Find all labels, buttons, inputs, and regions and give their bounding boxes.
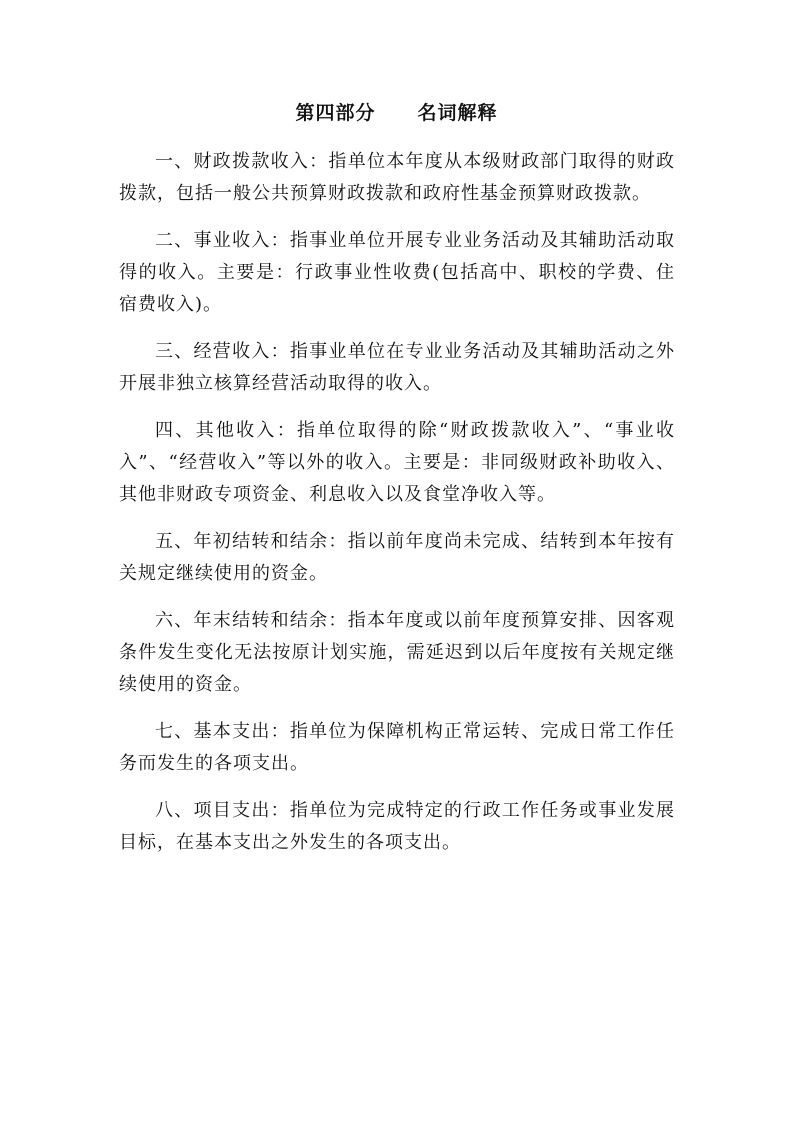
title-part: 第四部分 [295, 102, 376, 124]
definition-paragraph: 一、财政拨款收入：指单位本年度从本级财政部门取得的财政拨款，包括一般公共预算财政拨款和政府性基金预算财政拨款。 [119, 151, 675, 204]
definition-paragraph: 八、项目支出：指单位为完成特定的行政工作任务或事业发展目标，在基本支出之外发生的各项支出。 [119, 800, 675, 853]
definition-paragraph: 六、年末结转和结余：指本年度或以前年度预算安排、因客观条件发生变化无法按原计划实施，需延迟到以后年度按有关规定继续使用的资金。 [119, 610, 675, 695]
definition-paragraph: 二、事业收入：指事业单位开展专业业务活动及其辅助活动取得的收入。主要是：行政事业性收费(包括高中、职校的学费、住宿费收入)。 [119, 230, 675, 315]
definitions-body [119, 146, 675, 874]
definition-paragraph: 四、其他收入：指单位取得的除“财政拨款收入”、“事业收入”、“经营收入”等以外的收入。主要是：非同级财政补助收入、其他非财政专项资金、利息收入以及食堂净收入等。 [119, 420, 675, 505]
definition-paragraph: 七、基本支出：指单位为保障机构正常运转、完成日常工作任务而发生的各项支出。 [119, 721, 675, 774]
page-title [0, 98, 793, 125]
title-name: 名词解释 [417, 102, 498, 124]
definition-paragraph: 五、年初结转和结余：指以前年度尚未完成、结转到本年按有关规定继续使用的资金。 [119, 531, 675, 584]
definition-paragraph: 三、经营收入：指事业单位在专业业务活动及其辅助活动之外开展非独立核算经营活动取得的收入。 [119, 341, 675, 394]
